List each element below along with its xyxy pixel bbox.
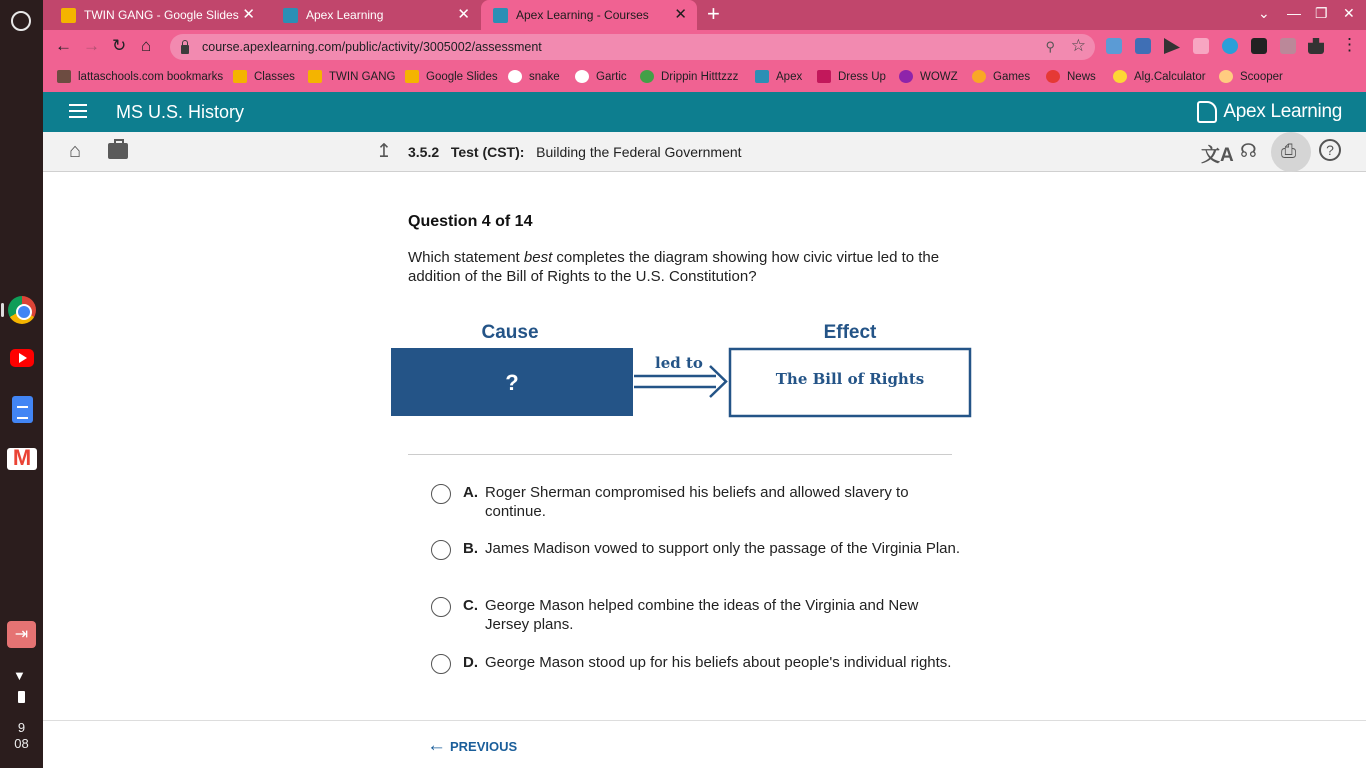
bookmark-item[interactable]: Alg.Calculator: [1113, 70, 1206, 83]
bookmarks-bar: [43, 63, 1366, 92]
answer-choice-d[interactable]: [431, 653, 961, 693]
chrome-icon[interactable]: [8, 296, 36, 324]
scooper-icon: [1219, 70, 1233, 83]
menu-icon[interactable]: [69, 104, 87, 118]
bookmark-item[interactable]: TWIN GANG: [308, 70, 395, 83]
bookmark-item[interactable]: News: [1046, 70, 1096, 83]
radio-button[interactable]: [431, 540, 451, 560]
news-icon: [1046, 70, 1060, 83]
google-icon: [508, 70, 522, 83]
briefcase-icon[interactable]: [108, 143, 128, 159]
close-icon[interactable]: ✕: [674, 6, 687, 23]
activity-type: Test (CST):: [450, 144, 525, 160]
clock-minute: 08: [14, 736, 29, 751]
radio-button[interactable]: [431, 597, 451, 617]
forward-icon[interactable]: →: [83, 36, 100, 55]
home-icon[interactable]: ⌂: [69, 140, 82, 162]
launcher-icon[interactable]: [11, 11, 31, 31]
previous-label: PREVIOUS: [450, 738, 518, 754]
previous-button[interactable]: [427, 735, 517, 757]
slides-icon: [308, 70, 322, 83]
zoom-icon[interactable]: ⚲: [1045, 39, 1055, 54]
tab-strip: [43, 0, 1366, 30]
print-extension-icon[interactable]: [1135, 38, 1151, 54]
tab-title: TWIN GANG - Google Slides: [84, 8, 239, 22]
breadcrumb: [408, 144, 742, 160]
clock-hour: 9: [17, 720, 26, 735]
choice-text[interactable]: George Mason stood up for his beliefs about people's individual rights.: [485, 654, 952, 671]
tab-title: Apex Learning - Courses: [516, 8, 649, 22]
cause-effect-diagram: [390, 318, 974, 420]
effect-box-text: The Bill of Rights: [775, 370, 925, 388]
course-title: MS U.S. History: [116, 102, 245, 122]
site-icon: [899, 70, 913, 83]
screencast-extension-icon[interactable]: [1193, 38, 1209, 54]
apex-logo-text: Apex Learning: [1223, 101, 1342, 122]
choice-letter: A.: [463, 484, 478, 501]
new-tab-plus-icon[interactable]: +: [707, 1, 720, 26]
apex-header: [43, 92, 1366, 132]
site-icon: [640, 70, 654, 83]
answer-choice-c[interactable]: [431, 596, 961, 636]
arrow-label: led to: [655, 354, 703, 372]
choice-text[interactable]: Roger Sherman compromised his beliefs and allowed slavery to continue.: [485, 484, 909, 520]
activity-title: Building the Federal Government: [536, 144, 742, 160]
footer-nav: [43, 720, 1366, 768]
bookmark-item[interactable]: snake: [508, 70, 560, 83]
browser-toolbar: [43, 30, 1366, 63]
translate-icon[interactable]: 文A: [1201, 145, 1234, 166]
minimize-icon[interactable]: —: [1287, 5, 1301, 21]
back-icon[interactable]: ←: [55, 36, 72, 55]
close-icon[interactable]: ✕: [242, 6, 255, 23]
apex-icon: [283, 8, 298, 23]
read-aloud-icon[interactable]: ☊: [1240, 141, 1257, 162]
activity-code: 3.5.2: [408, 144, 440, 160]
bookmark-item[interactable]: Apex: [755, 70, 802, 83]
choice-text[interactable]: James Madison vowed to support only the passage of the Virginia Plan.: [485, 540, 961, 557]
tab-search-icon[interactable]: ⌄: [1258, 5, 1270, 21]
calculator-icon: [1113, 70, 1127, 83]
print-icon: ⎙: [1281, 141, 1297, 162]
tab-google-slides[interactable]: [43, 0, 265, 30]
home-icon[interactable]: ⌂: [141, 36, 152, 55]
more-menu-icon[interactable]: ⋮: [1341, 35, 1358, 54]
games-icon: [972, 70, 986, 83]
tab-title: Apex Learning: [306, 8, 384, 22]
bookmark-item[interactable]: Scooper: [1219, 70, 1283, 83]
sign-out-icon[interactable]: ⇥: [7, 621, 36, 648]
running-indicator: [1, 303, 4, 317]
classes-icon: [233, 70, 247, 83]
tab-apex-learning[interactable]: [265, 0, 480, 30]
bookmark-item[interactable]: Gartic: [575, 70, 627, 83]
effect-label: Effect: [823, 322, 877, 343]
apex-logo: [1197, 101, 1342, 123]
folder-icon: [57, 70, 71, 83]
divider: [408, 454, 952, 455]
cause-label: Cause: [481, 322, 539, 343]
dressup-icon: [817, 70, 831, 83]
activity-bar: [43, 132, 1366, 172]
choice-text[interactable]: George Mason helped combine the ideas of the Virginia and New Jersey plans.: [485, 597, 919, 633]
globe-extension-icon[interactable]: [1222, 38, 1238, 54]
bookmark-item[interactable]: Google Slides: [405, 70, 498, 83]
cursor-extension-icon[interactable]: [1164, 38, 1180, 54]
answer-choice-a[interactable]: [431, 483, 961, 523]
apex-icon: [755, 70, 769, 83]
slides-icon: [61, 8, 76, 23]
help-icon[interactable]: ?: [1319, 139, 1341, 161]
answer-choice-b[interactable]: [431, 539, 961, 579]
choice-letter: C.: [463, 597, 478, 614]
maximize-icon[interactable]: ❐: [1315, 5, 1328, 21]
question-number: Question 4 of 14: [408, 213, 533, 230]
system-clock[interactable]: [0, 720, 43, 752]
radio-button[interactable]: [431, 484, 451, 504]
bookmark-item[interactable]: Dress Up: [817, 70, 886, 83]
lock-icon[interactable]: [181, 45, 189, 54]
choice-letter: D.: [463, 654, 478, 671]
url-text[interactable]: course.apexlearning.com/public/activity/3005002/assessment: [202, 40, 542, 54]
close-icon[interactable]: ✕: [457, 6, 470, 23]
bookmark-item[interactable]: Drippin Hitttzzz: [640, 70, 738, 83]
question-text: Which statement best completes the diagram showing how civic virtue led to the addition of the Bill of Rights to the U.S. Constitution?: [408, 249, 940, 285]
tab-apex-courses[interactable]: [481, 0, 697, 30]
google-docs-icon[interactable]: [12, 396, 33, 423]
extension-icon-2[interactable]: [1280, 38, 1296, 54]
chromeos-shelf: [0, 0, 43, 768]
avatar-extension-icon[interactable]: [1251, 38, 1267, 54]
choice-letter: B.: [463, 540, 478, 557]
address-bar[interactable]: [170, 34, 1095, 60]
bookmark-folder[interactable]: lattaschools.com bookmarks: [57, 70, 223, 83]
google-icon: [575, 70, 589, 83]
extension-icon[interactable]: [1106, 38, 1122, 54]
puzzle-extensions-icon[interactable]: [1308, 38, 1324, 54]
slides-icon: [405, 70, 419, 83]
bookmark-star-icon[interactable]: ☆: [1070, 36, 1086, 55]
radio-button[interactable]: [431, 654, 451, 674]
bookmark-item[interactable]: Games: [972, 70, 1030, 83]
print-button[interactable]: [1271, 132, 1311, 172]
apex-logo-icon: [1197, 101, 1217, 123]
bookmark-item[interactable]: Classes: [233, 70, 295, 83]
cause-box-text: ?: [505, 370, 519, 395]
reload-icon[interactable]: ↻: [112, 36, 127, 55]
gmail-icon[interactable]: [7, 448, 37, 470]
bookmark-item[interactable]: WOWZ: [899, 70, 958, 83]
battery-icon[interactable]: [18, 691, 25, 703]
wifi-icon[interactable]: ▼: [13, 668, 26, 683]
apex-icon: [493, 8, 508, 23]
close-window-icon[interactable]: ✕: [1343, 5, 1355, 21]
arrow-left-icon: ←: [427, 735, 446, 756]
up-arrow-icon[interactable]: ↥: [376, 141, 392, 162]
youtube-icon[interactable]: [10, 349, 34, 367]
